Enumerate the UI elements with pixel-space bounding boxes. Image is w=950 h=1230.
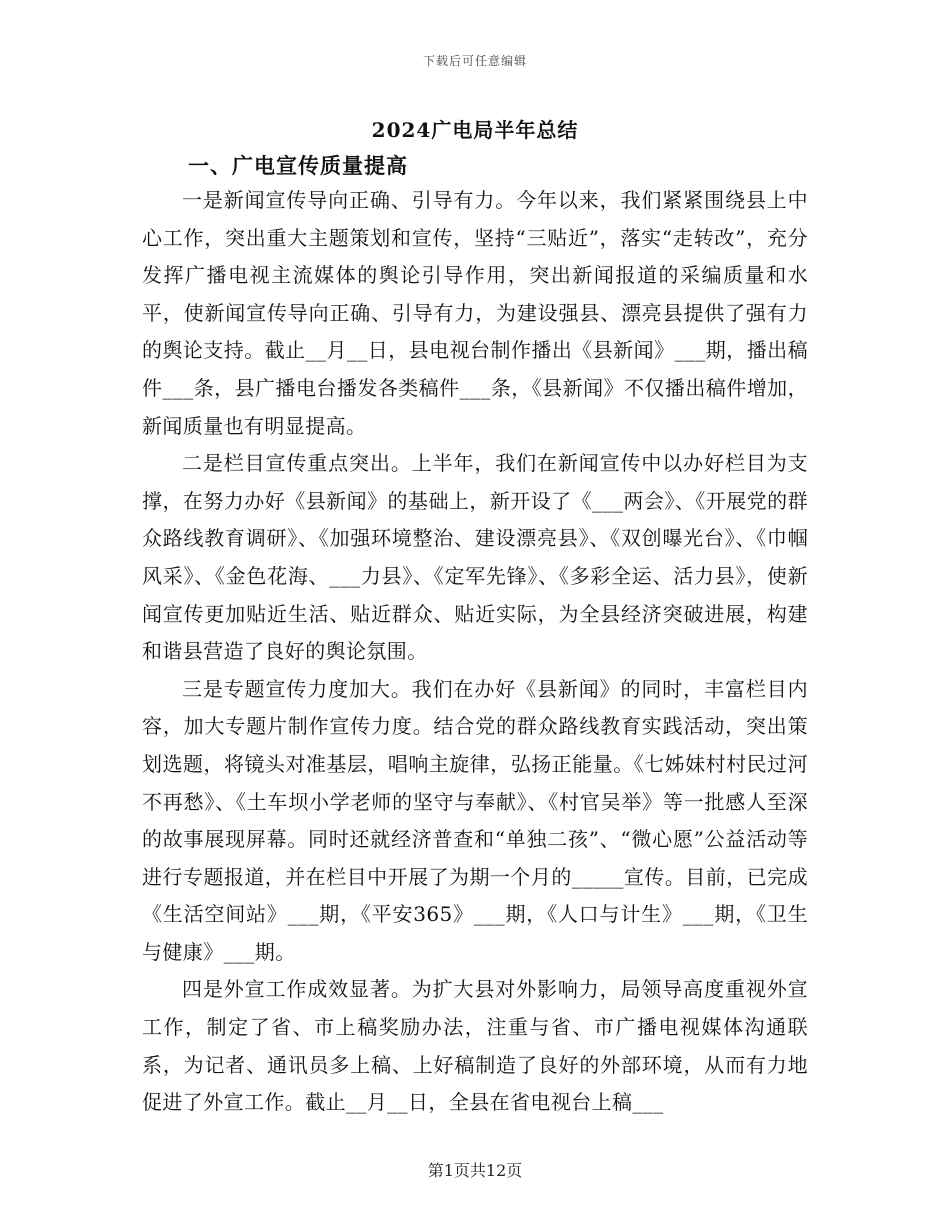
header-note: 下载后可任意编辑	[422, 54, 527, 68]
paragraph-column-publicity: 二是栏目宣传重点突出。上半年，我们在新闻宣传中以办好栏目为支撑，在努力办好《县新闻》的基础上，新开设了《___两会》、《开展党的群众路线教育调研》、《加强环境整治、建设漂亮县》、《双创曝光台》、《巾帼风采》、《金色花海、___力县》、《定军先锋》、《多彩全运、活力县》，使新闻宣传更加贴近生活、贴近群众、贴近实际，为全县经济突破进展，构建和谐县营造了良好的舆论氛围。	[142, 451, 808, 664]
paragraph-feature-publicity: 三是专题宣传力度加大。我们在办好《县新闻》的同时，丰富栏目内容，加大专题片制作宣传力度。结合党的群众路线教育实践活动，突出策划选题，将镜头对准基层，唱响主旋律，弘扬正能量。《七姊妹村村民过河不再愁》、《土车坝小学老师的坚守与奉献》、《村官吴举》等一批感人至深的故事展现屏幕。同时还就经济普查和“单独二孩”、“微心愿”公益活动等进行专题报道，并在栏目中开展了为期一个月的_____宣传。目前，已完成《生活空间站》___期，《平安365》___期，《人口与计生》___期，《卫生与健康》___期。	[142, 676, 808, 964]
section-heading: 一、广电宣传质量提高	[188, 153, 408, 178]
page-footer: 第1页共12页	[427, 1161, 523, 1180]
document-body	[142, 182, 808, 1122]
paragraph-external-publicity: 四是外宣工作成效显著。为扩大县对外影响力，局领导高度重视外宣工作，制定了省、市上稿奖励办法，注重与省、市广播电视媒体沟通联系，为记者、通讯员多上稿、上好稿制造了良好的外部环境，从而有力地促进了外宣工作。截止__月__日，全县在省电视台上稿___	[142, 977, 808, 1115]
paragraph-news-publicity: 一是新闻宣传导向正确、引导有力。今年以来，我们紧紧围绕县上中心工作，突出重大主题策划和宣传，坚持“三贴近”，落实“走转改”，充分发挥广播电视主流媒体的舆论引导作用，突出新闻报道的采编质量和水平，使新闻宣传导向正确、引导有力，为建设强县、漂亮县提供了强有力的舆论支持。截止__月__日，县电视台制作播出《县新闻》___期，播出稿件___条，县广播电台播发各类稿件___条，《县新闻》不仅播出稿件增加，新闻质量也有明显提高。	[142, 188, 808, 438]
document-title: 2024广电局半年总结	[371, 118, 579, 142]
